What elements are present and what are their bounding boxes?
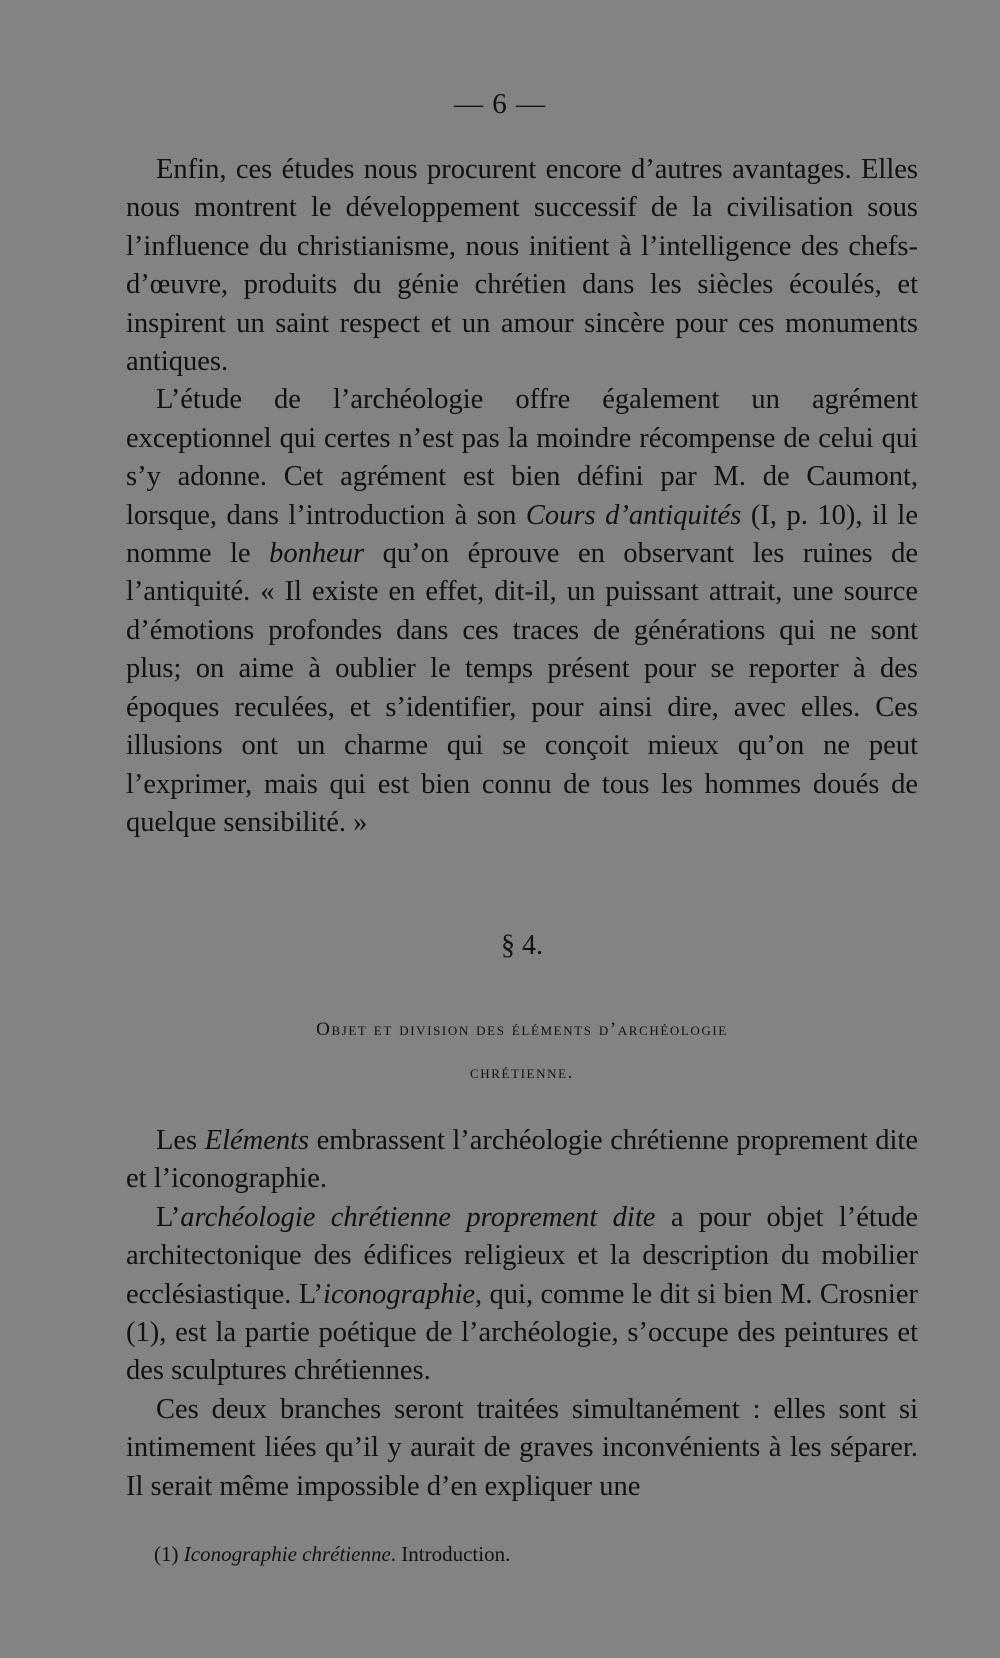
italic-text: iconographie <box>323 1278 476 1310</box>
text-segment: Ces deux branches seront traitées simultanément : elles sont si intimement liées qu’il y aurait de graves inconvénients à les séparer. Il serait même impossible d’en expliquer une <box>126 1393 918 1502</box>
section-title-line-1: Objet et division des éléments d’archéologie <box>316 1019 728 1040</box>
paragraph <box>126 1391 918 1506</box>
paragraph <box>126 1122 918 1199</box>
text-segment: L’ <box>156 1201 181 1233</box>
paragraph <box>126 151 918 381</box>
footnote-title: Iconographie chrétienne <box>183 1542 391 1566</box>
text-segment: Les <box>156 1125 205 1156</box>
text-segment: qu’on éprouve en observant les ruines de l’antiquité. « Il existe en effet, dit-il, un puissant attrait, une source d’émotions profondes dans ces traces de générations qui ne sont plus; on aime à oublier le temps présent pour se reporter à des époques reculées, et s’identifier, pour ainsi dire, avec elles. Ces illusions ont un charme qui se conçoit mieux qu’on ne peut l’exprimer, mais qui est bien connu de tous les hommes doués de quelque sensibilité. » <box>126 538 918 838</box>
section-title-line-2: chrétienne. <box>470 1062 574 1083</box>
italic-text: archéologie chrétienne proprement dite <box>180 1201 656 1233</box>
footnote-rest: . Introduction. <box>390 1542 511 1566</box>
text-segment: (I, p. 10), il le nomme le <box>126 499 918 570</box>
footnote-marker: (1) <box>154 1542 184 1566</box>
section-number: § 4. <box>501 930 543 961</box>
text-segment: a pour objet l’étude architectonique des édifices religieux et la description du mobilier ecclésiastique. L’ <box>126 1201 918 1310</box>
footnote <box>154 1540 914 1568</box>
paragraph <box>126 381 918 842</box>
text-segment: embrassent l’archéologie chrétienne proprement dite et l’iconographie. <box>126 1125 919 1195</box>
text-segment: L’étude de l’archéologie offre également un agrément exceptionnel qui certes n’est pas la moindre récompense de celui qui s’y adonne. Cet agrément est bien défini par M. de Caumont, lorsque, dans l’introduction à son <box>126 384 918 531</box>
paragraph <box>126 1199 918 1391</box>
italic-text: Eléments <box>204 1125 310 1156</box>
body-text-bottom <box>126 1122 918 1506</box>
italic-text: Cours d’antiquités <box>525 499 742 531</box>
text-segment: Enfin, ces études nous procurent encore d’autres avantages. Elles nous montrent le développement successif de la civilisation sous l’influence du christianisme, nous initient à l’intelligence des chefs-d’œuvre, produits du génie chrétien dans les siècles écoulés, et inspirent un saint respect et un amour sincère pour ces monuments antiques. <box>126 154 918 378</box>
section-title <box>126 1008 918 1094</box>
italic-text: bonheur <box>269 538 365 570</box>
page-number: — 6 — <box>454 88 546 120</box>
text-segment: , qui, comme le dit si bien M. Crosnier (1), est la partie poétique de l’archéologie, s’occupe des peintures et des sculptures chrétiennes. <box>126 1278 918 1387</box>
body-text-top <box>126 151 918 842</box>
